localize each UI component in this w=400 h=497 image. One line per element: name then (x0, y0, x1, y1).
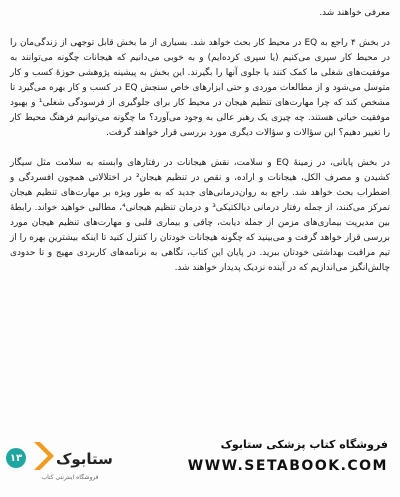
logo-subtitle: فروشگاه اینترنتی کتاب (41, 474, 99, 481)
logo-wordmark: ستابوک (56, 450, 113, 468)
paragraph-gap (10, 21, 390, 36)
page-footer (0, 436, 400, 497)
store-title: فروشگاه کتاب پزشکی ستابوک (220, 438, 388, 451)
body-text (10, 6, 390, 276)
store-url[interactable]: WWW.SETABOOK.COM (187, 458, 388, 474)
paragraph-work-eq: در بخش ۴ راجع به EQ در محیط کار بحث خواهد شد. بسیاری از ما بخش قابل توجهی از زندگی‌مان را در محیط کار سپری می‌کنیم (یا سپری کرده‌ایم) و به خوبی می‌دانیم که هیجانات چگونه می‌توانند به موفقیت‌های شغلی ما کمک کنند یا جلوی آنها را بگیرند. این بخش به پیشینه پژوهشی حوزهٔ کسب و کار متوسل می‌شود و از مطالعات موردی و حتی ابزارهای خاص سنجش EQ در کسب و کار بهره می‌گیرد تا مشخص کند که چرا مهارت‌های تنظیم هیجان در محیط کار برای جلوگیری از فرسودگی شغلی¹ و بهبود موفقیت حیاتی هستند. چه چیزی یک رهبر عالی به وجود می‌آورد؟ ما چگونه می‌توانیم فرهنگ محیط کار را تغییر دهیم؟ این سؤالات و سؤالات دیگری مورد بررسی قرار خواهند گرفت. (10, 38, 391, 138)
setabook-logo (32, 438, 113, 474)
page-number-badge: ۱۳ (6, 448, 26, 468)
paragraph-health-eq: در بخش پایانی، در زمینهٔ EQ و سلامت، نقش هیجانات در رفتارهای وابسته به سلامت مثل سیگار کشیدن و مصرف الکل، هیجانات و اراده، و نقص در تنظیم هیجان² در اختلالاتی همچون افسردگی و اضطراب بحث خواهد شد. راجع به روان‌درمانی‌های جدید که به طور ویژه بر مهارت‌های تنظیم هیجان تمرکز می‌کنند، از جمله رفتار درمانی دیالکتیکی³ و درمان تنظیم هیجانی⁴، مطالبی خواهید خواند. رابطهٔ بین مدیریت بیماری‌های مزمن از جمله دیابت، چاقی و بیماری قلبی و مهارت‌های تنظیم هیجان مورد بررسی قرار خواهد گرفت و می‌بینید که چگونه هیجانات خودتان را کنترل کنید تا اینکه بیشترین بهره را از تیم مراقبت بهداشتی خودتان ببرید. در پایان این کتاب، نگاهی به برنامه‌های کاربردی مهیج و تا حدودی چالش‌انگیز می‌اندازیم که در آینده نزدیک پدیدار خواهند شد. (10, 158, 390, 273)
intro-line: معرفی خواهند شد. (319, 8, 390, 18)
paragraph-gap (10, 141, 390, 156)
